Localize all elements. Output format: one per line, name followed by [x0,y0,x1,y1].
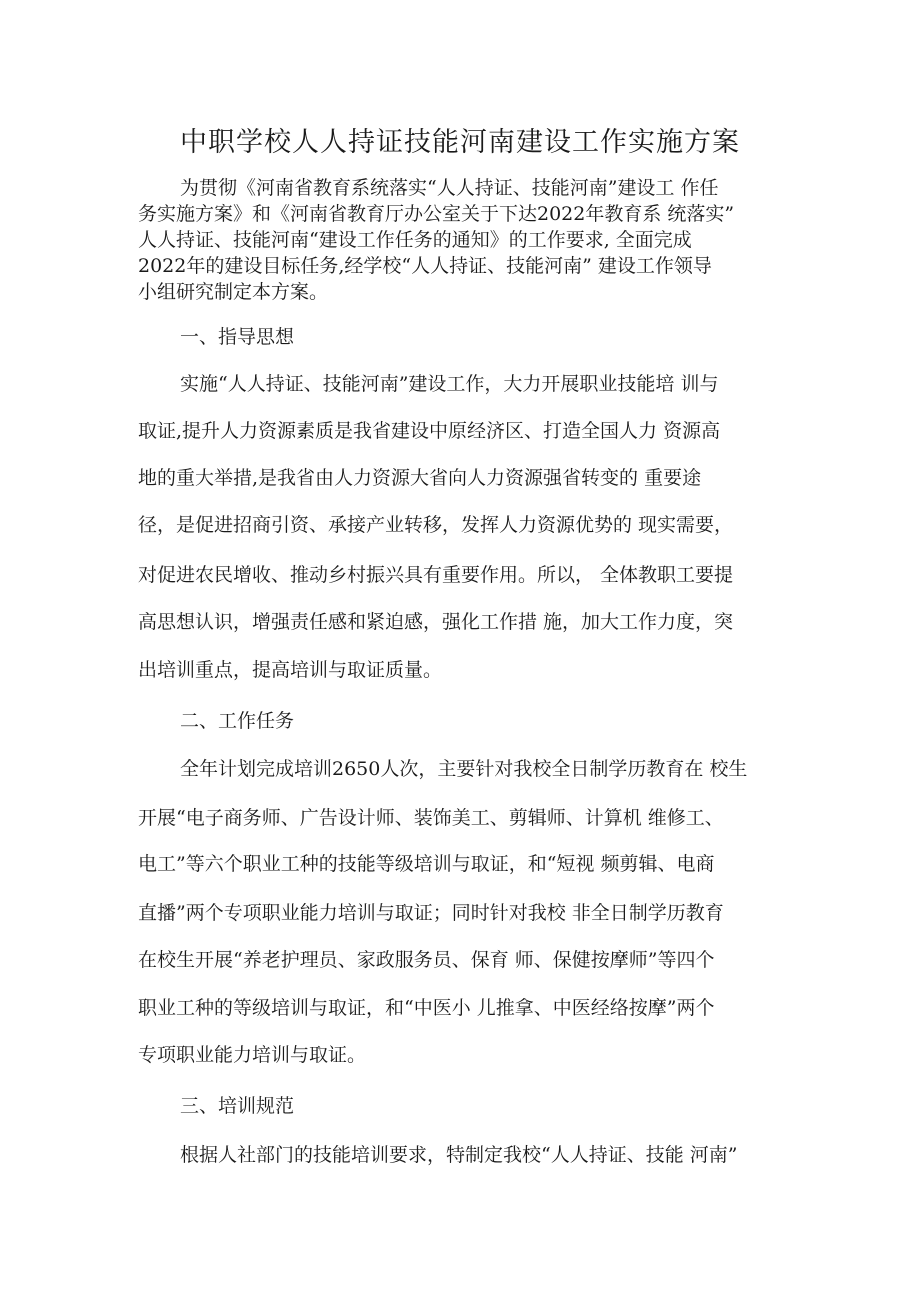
section-heading-work-tasks: 二、工作任务 [180,710,295,732]
intro-line-5: 小组研究制定本方案。 [138,281,329,303]
section2-line-5: 在校生开展“养老护理员、家政服务员、保育 师、保健按摩师”等四个 [138,949,715,971]
section1-line-3: 地的重大举措,是我省由人力资源大省向人力资源强省转变的 重要途 [138,467,702,489]
intro-line-4: 2022年的建设目标任务,经学校“人人持证、技能河南” 建设工作领导 [138,255,712,277]
section-heading-guiding-ideology: 一、指导思想 [180,326,295,348]
section2-line-2: 开展“电子商务师、广告设计师、装饰美工、剪辑师、计算机 维修工、 [138,807,724,829]
page-title: 中职学校人人持证技能河南建设工作实施方案 [180,127,740,158]
section3-line-1: 根据人社部门的技能培训要求，特制定我校“人人持证、技能 河南” [180,1144,738,1166]
section1-line-5: 对促进农民增收、推动乡村振兴具有重要作用。所以， 全体教职工要提 [138,564,734,586]
section1-line-2: 取证,提升人力资源素质是我省建设中原经济区、打造全国人力 资源高 [138,420,721,442]
section2-line-4: 直播”两个专项职业能力培训与取证；同时针对我校 非全日制学历教育 [138,902,724,924]
section2-line-7: 专项职业能力培训与取证。 [138,1044,367,1066]
intro-line-1: 为贯彻《河南省教育系统落实“人人持证、技能河南”建设工 作任 [180,177,719,199]
section2-line-6: 职业工种的等级培训与取证，和“中医小 儿推拿、中医经络按摩”两个 [138,997,715,1019]
section1-line-4: 径，是促进招商引资、承接产业转移，发挥人力资源优势的 现实需要， [138,514,734,536]
intro-line-3: 人人持证、技能河南“建设工作任务的通知》的工作要求, 全面完成 [138,229,692,251]
section1-line-1: 实施“人人持证、技能河南”建设工作，大力开展职业技能培 训与 [180,373,719,395]
section1-line-6: 高思想认识，增强责任感和紧迫感，强化工作措 施，加大工作力度，突 [138,611,734,633]
section1-line-7: 出培训重点，提高培训与取证质量。 [138,659,443,681]
intro-line-2: 务实施方案》和《河南省教育厅办公室关于下达2022年教育系 统落实” [138,203,735,225]
section2-line-3: 电工”等六个职业工种的技能等级培训与取证，和“短视 频剪辑、电商 [138,853,715,875]
section-heading-training-standards: 三、培训规范 [180,1095,295,1117]
section2-line-1: 全年计划完成培训2650人次，主要针对我校全日制学历教育在 校生 [180,758,748,780]
